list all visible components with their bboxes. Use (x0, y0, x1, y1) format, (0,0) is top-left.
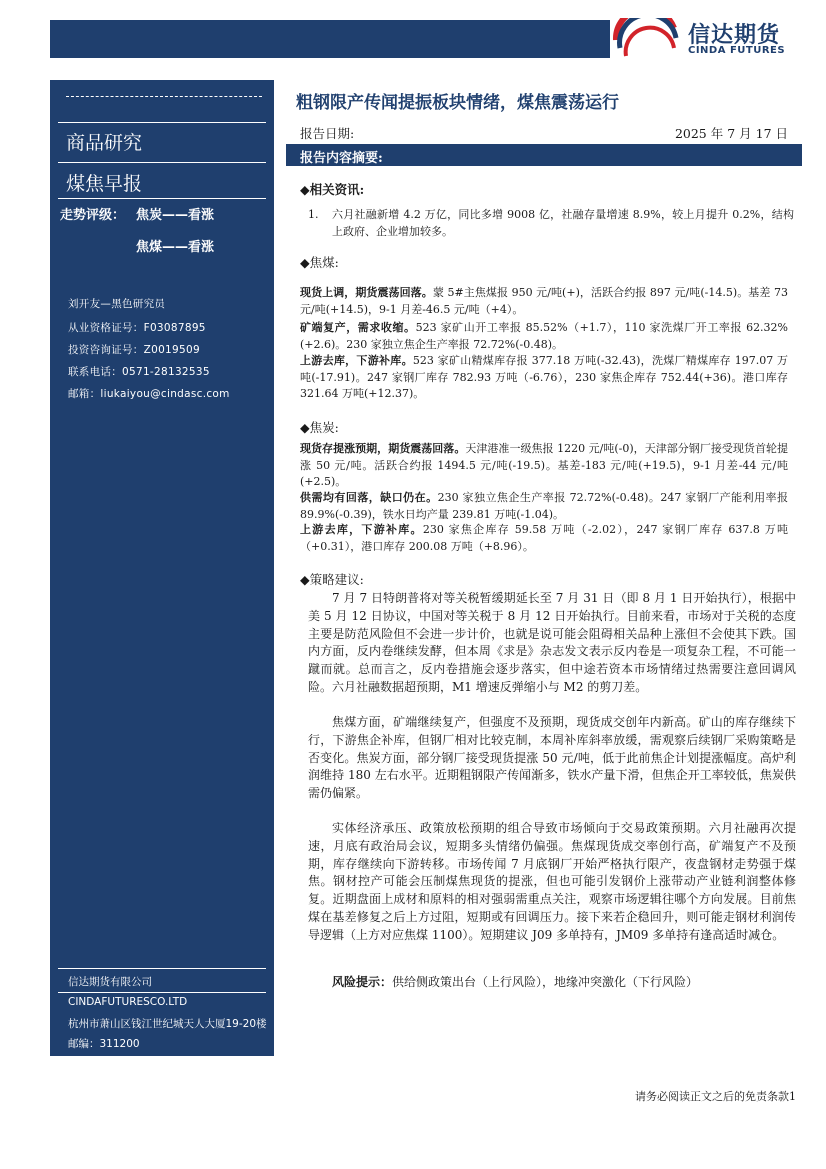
coking-coal-para-inventory (300, 353, 788, 403)
analyst-name: 刘开友—黑色研究员 (68, 298, 166, 310)
coking-coal-supply-text: 523 家矿山开工率报 85.52%（+1.7），110 家洗煤厂开工率报 62.32%(+2.6)。230 家独立焦企生产率报 72.72%(-0.48)。 (300, 321, 789, 351)
logo-text-en: CINDA FUTURES (688, 45, 786, 56)
disclaimer-footer: 请务必阅读正文之后的免责条款1 (635, 1090, 796, 1103)
analyst-email[interactable]: 邮箱：liukaiyou@cindasc.com (68, 388, 230, 400)
rating-label: 走势评级： (60, 208, 126, 223)
sidebar (50, 80, 274, 1056)
sidebar-divider (58, 968, 266, 969)
company-website[interactable]: CINDAFUTURESCO.LTD (68, 996, 188, 1008)
news-item: 六月社融新增 4.2 万亿，同比多增 9008 亿，社融存量增速 8.9%，较上月提升 0.2%，结构上政府、企业增加较多。 (332, 208, 794, 238)
sidebar-title-report: 煤焦早报 (66, 173, 143, 195)
summary-header-bar (286, 144, 802, 166)
header-band (50, 20, 610, 58)
sidebar-divider (58, 198, 266, 199)
analyst-phone: 联系电话：0571-28132535 (68, 366, 210, 378)
sidebar-title-category: 商品研究 (66, 132, 143, 154)
risk-warning-lead: 风险提示： (332, 975, 393, 989)
strategy-para-outlook: 实体经济承压、政策放松预期的组合导致市场倾向于交易政策预期。六月社融再次提速，月底有政治局会议，短期多头情绪仍偏强。焦煤现货成交率创行高，矿端复产不及预期，库存继续向下游转移。市场传闻 7 月底钢厂开始严格执行限产，夜盘钢材走势强于煤焦。钢材控产可能会压制煤焦现货的提涨，但也可能引发钢价上涨带动产业链利润整体修复。近期盘面上成材和原料的相对强弱需重点关注，观察市场逻辑往哪个方向发展。目前焦煤在基差修复之后上方过阻，短期或有回调压力。接下来若企稳回升，则可能走钢材利润传导逻辑（上方对应焦煤 1100）。短期建议 J09 多单持有，JM09 多单持有逢高适时减仓。 (308, 821, 796, 942)
company-postcode: 邮编：311200 (68, 1038, 140, 1050)
sidebar-divider (58, 122, 266, 123)
rating-coking-coal: 焦煤——看涨 (136, 240, 215, 255)
news-item-number: 1. (308, 208, 319, 221)
risk-warning (308, 974, 796, 992)
strategy-para-fundamentals: 焦煤方面，矿端继续复产，但强度不及预期，现货成交创年内新高。矿山的库存继续下行，下游焦企补库，但钢厂相对比较克制，本周补库斜率放缓，需观察后续钢厂采购策略是否变化。焦炭方面，部分钢厂接受现货提涨 50 元/吨，低于此前焦企计划提涨幅度。高炉利润维持 180 左右水平。近期粗钢限产传闻渐多，铁水产量下滑，但焦企开工率较低，焦炭供需仍偏紧。 (308, 715, 796, 801)
coke-para-price (300, 441, 788, 491)
coke-supply-lead: 供需均有回落，缺口仍在。 (300, 491, 438, 504)
coking-coal-inventory-lead: 上游去库，下游补库。 (300, 354, 413, 367)
coking-coal-inventory-text: 523 家矿山精煤库存报 377.18 万吨(-32.43)，洗煤厂精煤库存 197.07 万吨(-17.91)。247 家钢厂库存 782.93 万吨（-6.76），230 家焦企库存 752.44(+36)。港口库存 321.64 万吨(+12.37)。 (300, 354, 789, 400)
sidebar-dashed-rule (66, 96, 262, 97)
coke-heading: ◆焦炭: (300, 420, 339, 435)
strategy-para-macro: 7 月 7 日特朗普将对等关税暂缓期延长至 7 月 31 日（即 8 月 1 日开始执行），根据中美 5 月 12 日协议，中国对等关税于 8 月 12 日开始执行。目前来看，市场对于关税的态度主要是防范风险但不会进一步计价，也就是说可能会阻碍相关品种上涨但不会使其下跌。国内方面，反内卷继续发酵，但本周《求是》杂志发文表示反内卷是一项复杂工程，不可能一蹴而就。总而言之，反内卷措施会逐步落实，但中途若资本市场情绪过热需要注意回调风险。六月社融数据超预期，M1 增速反弹缩小与 M2 的剪刀差。 (308, 591, 796, 694)
report-date-value: 2025 年 7 月 17 日 (674, 126, 788, 141)
coking-coal-para-price (300, 285, 788, 318)
logo-emblem-icon (612, 18, 682, 62)
company-logo (612, 18, 802, 62)
coke-para-supply (300, 490, 788, 523)
company-address: 杭州市萧山区钱江世纪城天人大厦19-20楼 (68, 1018, 267, 1030)
coking-coal-para-supply (300, 320, 788, 353)
analyst-license-consulting: 投资咨询证号：Z0019509 (68, 344, 200, 356)
report-title: 粗钢限产传闻提振板块情绪，煤焦震荡运行 (296, 93, 619, 113)
sidebar-divider (58, 992, 266, 993)
strategy-heading: ◆策略建议: (300, 572, 364, 587)
report-date-label: 报告日期: (300, 126, 355, 141)
risk-warning-text: 供给侧政策出台（上行风险），地缘冲突激化（下行风险） (392, 975, 699, 989)
coking-coal-price-lead: 现货上调，期货震荡回落。 (300, 286, 433, 299)
coking-coal-price-text: 蒙 5#主焦煤报 950 元/吨(+)，活跃合约报 897 元/吨(-14.5)。基差 73 元/吨(+14.5)，9-1 月差-46.5 元/吨（+4）。 (300, 286, 789, 316)
coke-inventory-lead: 上游去库，下游补库。 (300, 523, 423, 536)
news-heading: ◆相关资讯: (300, 182, 365, 197)
coking-coal-supply-lead: 矿端复产，需求收缩。 (300, 321, 416, 334)
company-name: 信达期货有限公司 (68, 976, 152, 988)
coke-price-lead: 现货存提涨预期，期货震荡回落。 (300, 442, 466, 455)
summary-header-label: 报告内容摘要: (300, 151, 383, 166)
coke-inventory-text: 230 家焦企库存 59.58 万吨（-2.02），247 家钢厂库存 637.8 万吨（+0.31），港口库存 200.08 万吨（+8.96）。 (300, 523, 788, 553)
coke-price-text: 天津港准一级焦报 1220 元/吨(-0)，天津部分钢厂接受现货首轮提涨 50 元/吨。活跃合约报 1494.5 元/吨(-19.5)。基差-183 元/吨(+19.5)，9-1 月差-44 元/吨(+2.5)。 (300, 442, 788, 488)
coke-supply-text: 230 家独立焦企生产率报 72.72%(-0.48)。247 家钢厂产能利用率报 89.9%(-0.39)，铁水日均产量 239.81 万吨(-1.04)。 (300, 491, 789, 521)
sidebar-divider (58, 162, 266, 163)
logo-text-cn: 信达期货 (688, 23, 781, 48)
coke-para-inventory (300, 522, 788, 555)
rating-coke: 焦炭——看涨 (136, 208, 215, 223)
coking-coal-heading: ◆焦煤: (300, 255, 339, 270)
analyst-license-qualification: 从业资格证号：F03087895 (68, 322, 206, 334)
